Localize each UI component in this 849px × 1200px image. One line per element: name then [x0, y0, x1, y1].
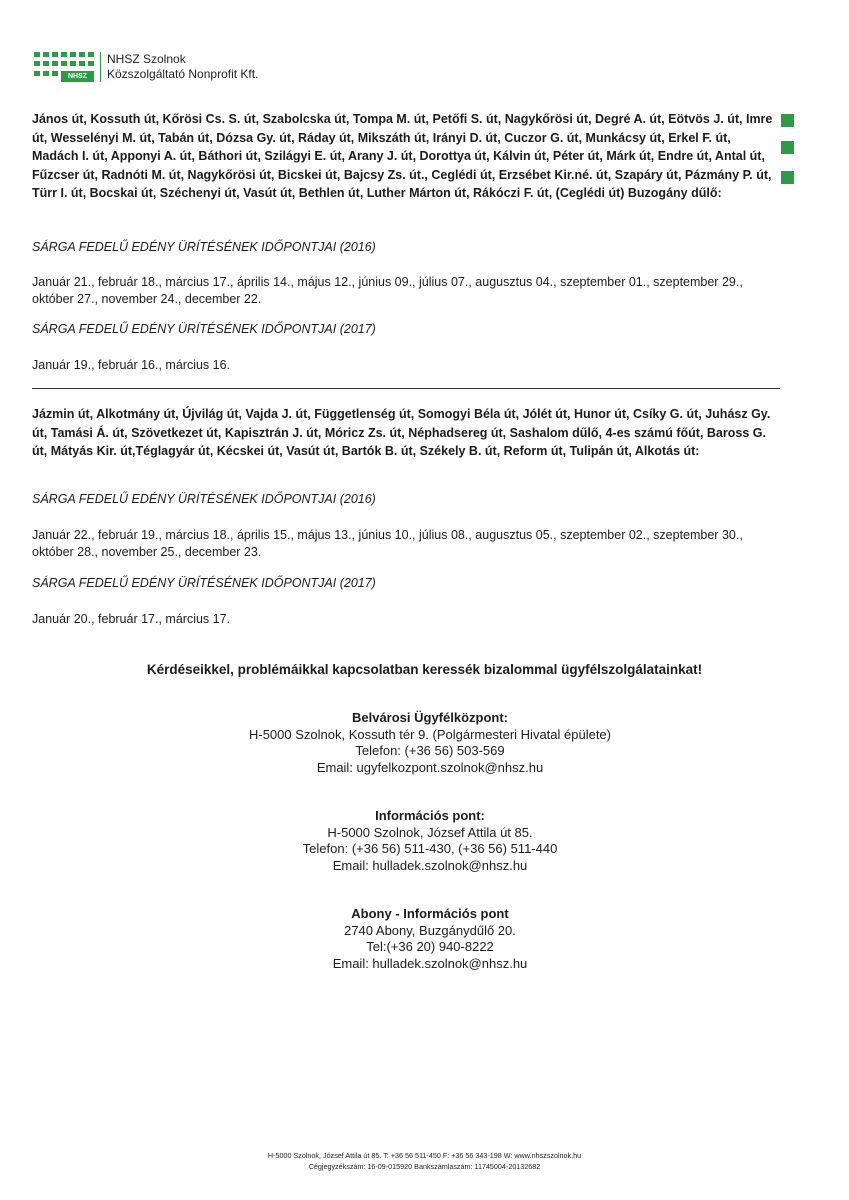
office-title: Információs pont:	[375, 808, 485, 823]
schedule-section-2	[32, 405, 780, 461]
page-footer	[0, 1150, 849, 1172]
office-abony	[130, 906, 730, 972]
office-belvarosi	[130, 710, 730, 776]
schedule-2016-dates-2-wrap	[32, 527, 780, 561]
company-name-line1: NHSZ Szolnok	[107, 52, 186, 66]
logo-divider	[100, 52, 101, 82]
schedule-heading-2017: SÁRGA FEDELŰ EDÉNY ÜRÍTÉSÉNEK IDŐPONTJAI (2017)	[32, 576, 376, 590]
schedule-heading-2017: SÁRGA FEDELŰ EDÉNY ÜRÍTÉSÉNEK IDŐPONTJAI (2017)	[32, 322, 376, 336]
footer-contact-line: H-5000 Szolnok, József Attila út 85. T: +36 56 511-450 F: +36 56 343-198 W: www.nhszszolnok.hu	[267, 1151, 582, 1160]
office-informacios-pont	[130, 808, 730, 874]
schedule-2017-heading-1-wrap	[32, 322, 780, 336]
office-title: Belvárosi Ügyfélközpont:	[351, 710, 509, 725]
schedule-2017-heading-2-wrap	[32, 576, 780, 590]
schedule-section-1	[32, 110, 780, 203]
office-email: Email: ugyfelkozpont.szolnok@nhsz.hu	[316, 759, 544, 775]
street-list: Jázmin út, Alkotmány út, Újvilág út, Vajda J. út, Függetlenség út, Somogyi Béla út, Jólét út, Hunor út, Csíky G. út, Juhász Gy. út, Tamási Á. út, Szövetkezet út, Kapisztrán J. út, Móricz Zs. út, Néphadsereg út, Sashalom dűlő, 4-es számú főút, Baross G. út, Mátyás Kir. út,Téglagyár út, Kécskei út, Vasút út, Bartók B. út, Székely B. út, Reform út, Tulipán út, Alkotás út:	[32, 407, 771, 459]
schedule-2016-dates-1-wrap	[32, 274, 780, 308]
office-email: Email: hulladek.szolnok@nhsz.hu	[332, 955, 528, 971]
contact-call-to-action: Kérdéseikkel, problémáikkal kapcsolatban keressék bizalommal ügyfélszolgálatainkat!	[146, 662, 703, 677]
schedule-dates-2017: Január 19., február 16., március 16.	[32, 358, 231, 372]
office-address: H-5000 Szolnok, József Attila út 85.	[327, 824, 533, 840]
office-title: Abony - Információs pont	[351, 906, 509, 921]
company-logo	[34, 52, 258, 82]
footer-registration-line: Cégjegyzékszám: 16-09-015920 Bankszámlaszám: 11745004-20132682	[308, 1162, 541, 1171]
schedule-dates-2017: Január 20., február 17., március 17.	[32, 612, 231, 626]
green-margin-mark	[781, 141, 794, 154]
schedule-2017-dates-2-wrap	[32, 611, 780, 628]
schedule-2016-heading-2-wrap	[32, 492, 780, 506]
schedule-dates-2016: Január 22., február 19., március 18., április 15., május 13., június 10., július 08., augusztus 05., szeptember 02., szeptember 30., október 28., november 25., december 23.	[32, 528, 743, 559]
schedule-dates-2016: Január 21., február 18., március 17., április 14., május 12., június 09., július 07., augusztus 04., szeptember 01., szeptember 29., október 27., november 24., december 22.	[32, 275, 743, 306]
schedule-2016-heading-1-wrap	[32, 240, 780, 254]
nhsz-logo-mark	[34, 52, 96, 82]
schedule-heading-2016: SÁRGA FEDELŰ EDÉNY ÜRÍTÉSÉNEK IDŐPONTJAI (2016)	[32, 240, 376, 254]
office-address: 2740 Abony, Buzgánydűlő 20.	[344, 922, 516, 938]
schedule-2017-dates-1-wrap	[32, 357, 780, 374]
company-name	[107, 52, 258, 82]
schedule-heading-2016: SÁRGA FEDELŰ EDÉNY ÜRÍTÉSÉNEK IDŐPONTJAI (2016)	[32, 492, 376, 506]
green-margin-mark	[781, 114, 794, 127]
section-divider	[32, 388, 780, 389]
office-email: Email: hulladek.szolnok@nhsz.hu	[332, 857, 528, 873]
office-phone: Tel:(+36 20) 940-8222	[366, 939, 494, 954]
office-phone: Telefon: (+36 56) 503-569	[355, 743, 505, 758]
green-margin-mark	[781, 171, 794, 184]
office-address: H-5000 Szolnok, Kossuth tér 9. (Polgármesteri Hivatal épülete)	[248, 726, 611, 742]
street-list: János út, Kossuth út, Kőrösi Cs. S. út, Szabolcska út, Tompa M. út, Petőfi S. út, Nagykőrösi út, Degré A. út, Eötvös J. út, Imre út, Wesselényi M. út, Tabán út, Dózsa Gy. út, Ráday út, Mikszáth út, Irányi D. út, Cuczor G. út, Munkácsy út, Erkel F. út, Madách I. út, Apponyi A. út, Báthori út, Szilágyi E. út, Arany J. út, Dorottya út, Kálvin út, Péter út, Márk út, Endre út, Antal út, Fűzcser út, Radnóti M. út, Nagykőrösi út, Bicskei út, Bajcsy Zs. út., Ceglédi út, Erzsébet Kir.né. út, Szapáry út, Pázmány P. út, Türr I. út, Bocskai út, Széchenyi út, Vasút út, Bethlen út, Luther Márton út, Rákóczi F. út, (Ceglédi út) Buzogány dűlő:	[32, 112, 773, 201]
office-phone: Telefon: (+36 56) 511-430, (+36 56) 511-440	[302, 841, 558, 856]
logo-mark-label: NHSZ	[61, 71, 94, 82]
company-name-line2: Közszolgáltató Nonprofit Kft.	[107, 67, 259, 81]
